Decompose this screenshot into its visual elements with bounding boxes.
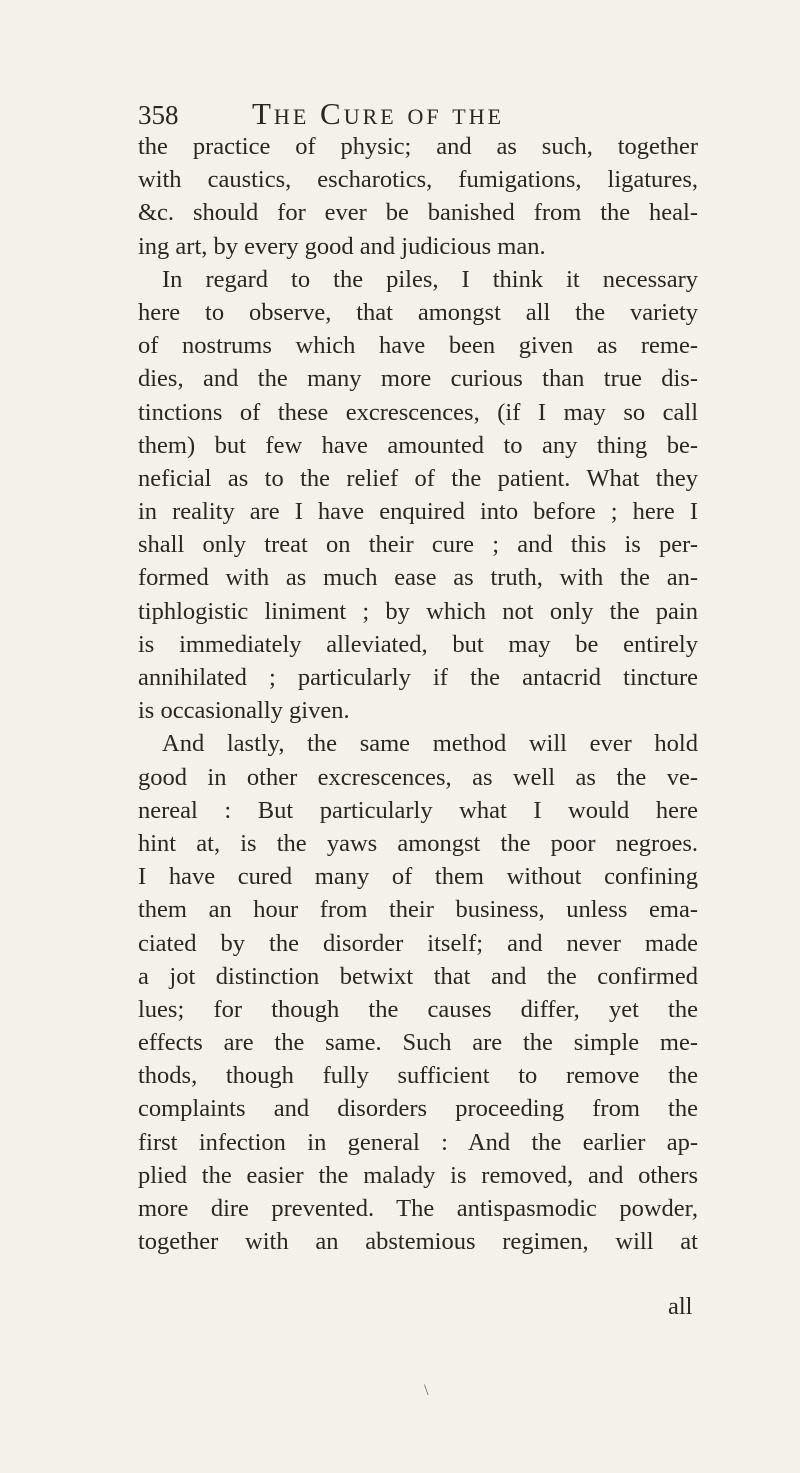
- text-line: them an hour from their business, unless ema-: [138, 896, 698, 924]
- text-line: I have cured many of them without confining: [138, 863, 698, 891]
- text-line: is immediately alleviated, but may be entirely: [138, 630, 698, 658]
- text-line: thods, though fully sufficient to remove the: [138, 1062, 698, 1090]
- text-line: shall only treat on their cure ; and this is per-: [138, 531, 698, 559]
- catchword: all: [668, 1293, 693, 1320]
- text-line: tiphlogistic liniment ; by which not only the pain: [138, 597, 698, 625]
- text-line: nereal : But particularly what I would here: [138, 796, 698, 824]
- text-line: &c. should for ever be banished from the heal-: [138, 199, 698, 227]
- text-line: ciated by the disorder itself; and never made: [138, 929, 698, 957]
- text-line: formed with as much ease as truth, with the an-: [138, 564, 698, 592]
- text-line: first infection in general : And the earlier ap-: [138, 1128, 698, 1156]
- text-line: dies, and the many more curious than true dis-: [138, 365, 698, 393]
- page-number: 358: [138, 100, 179, 130]
- text-line: is occasionally given.: [138, 697, 350, 725]
- text-line: tinctions of these excrescences, (if I may so call: [138, 398, 698, 426]
- text-line: lues; for though the causes differ, yet the: [138, 995, 698, 1023]
- bottom-mark: \: [424, 1382, 429, 1399]
- text-line: a jot distinction betwixt that and the confirmed: [138, 962, 698, 990]
- text-line: In regard to the piles, I think it necessary: [162, 265, 698, 293]
- text-line: neficial as to the relief of the patient. What they: [138, 464, 698, 492]
- text-line: in reality are I have enquired into before ; here I: [138, 498, 698, 526]
- text-line: them) but few have amounted to any thing be-: [138, 431, 698, 459]
- text-line: good in other excrescences, as well as the ve-: [138, 763, 698, 791]
- text-line: together with an abstemious regimen, will at: [138, 1228, 698, 1256]
- text-line: plied the easier the malady is removed, and others: [138, 1161, 698, 1189]
- text-line: And lastly, the same method will ever hold: [162, 730, 698, 758]
- text-line: hint at, is the yaws amongst the poor negroes.: [138, 829, 698, 857]
- text-line: complaints and disorders proceeding from the: [138, 1095, 698, 1123]
- text-line: more dire prevented. The antispasmodic powder,: [138, 1195, 698, 1222]
- running-head: The Cure of the: [252, 96, 505, 131]
- text-line: the practice of physic; and as such, together: [138, 133, 698, 160]
- text-line: ing art, by every good and judicious man.: [138, 232, 546, 260]
- text-line: here to observe, that amongst all the variety: [138, 298, 698, 326]
- text-line: annihilated ; particularly if the antacrid tincture: [138, 664, 698, 691]
- text-line: with caustics, escharotics, fumigations, ligatures,: [138, 166, 698, 194]
- text-line: effects are the same. Such are the simple me-: [138, 1029, 698, 1057]
- text-line: of nostrums which have been given as reme-: [138, 332, 698, 360]
- body-text: [138, 130, 698, 1258]
